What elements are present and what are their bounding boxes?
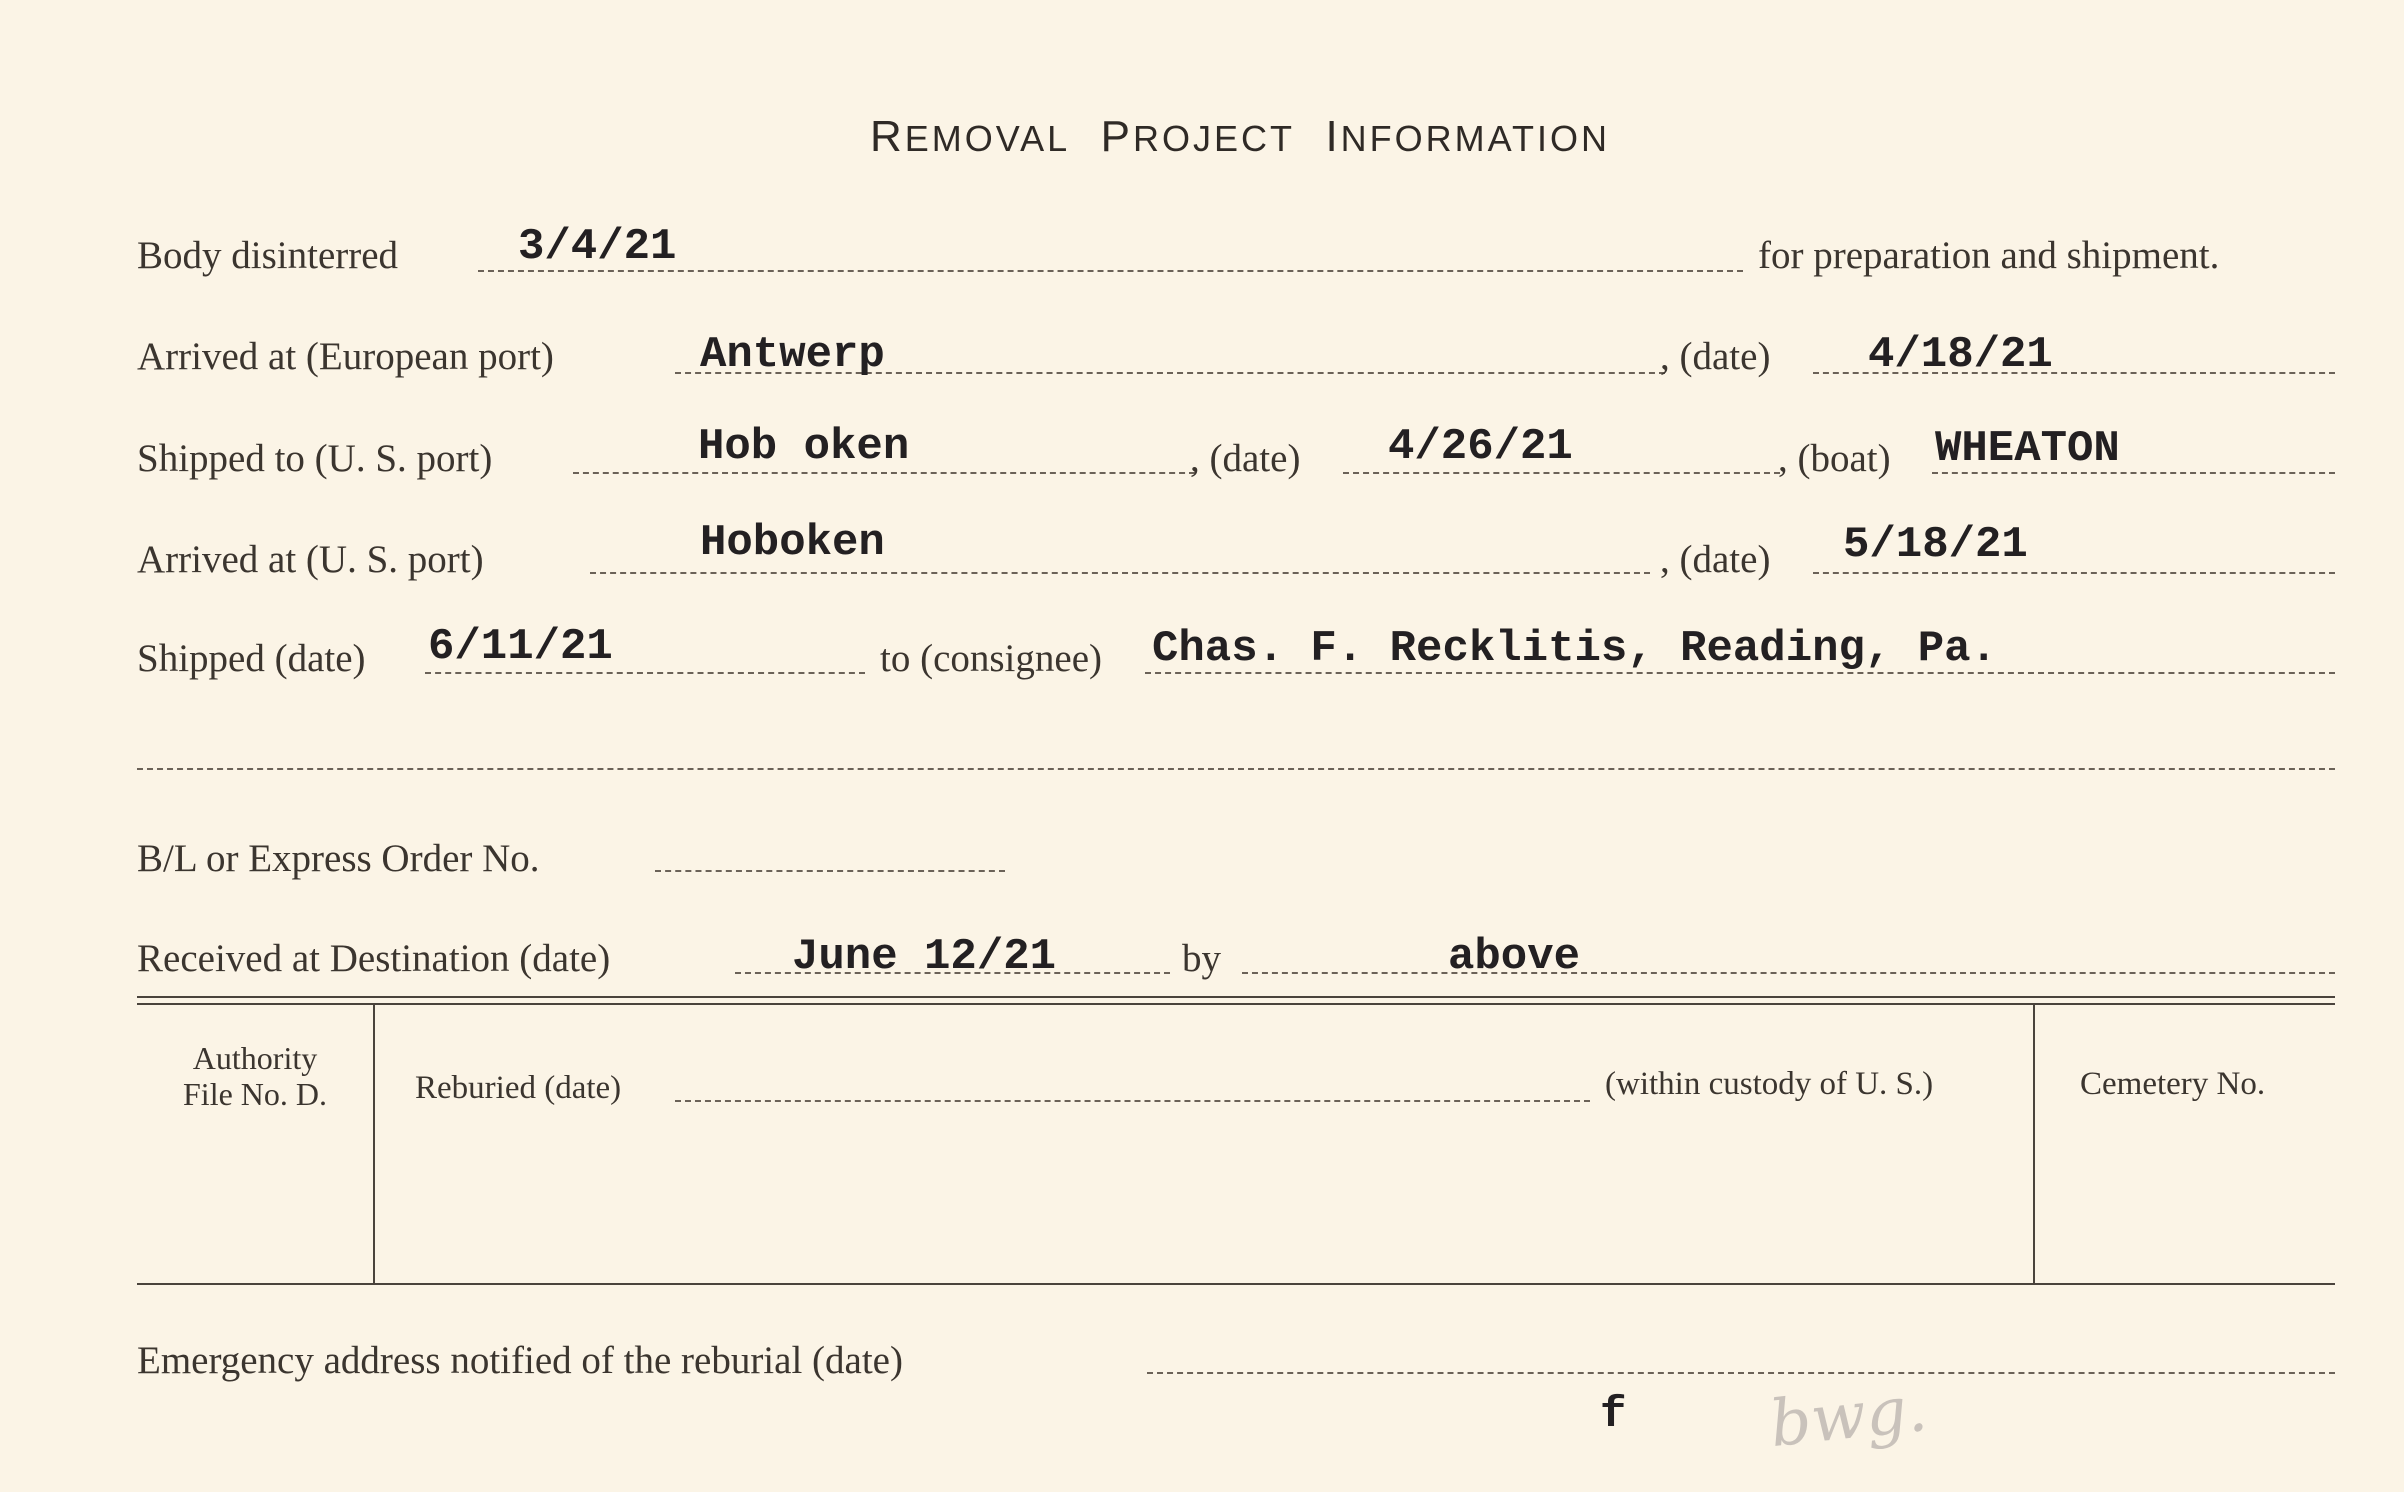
arrived-us-date-line [1813, 572, 2335, 574]
bl-line [655, 870, 1005, 872]
received-by-line [1242, 972, 2335, 974]
bl-label: B/L or Express Order No. [137, 837, 540, 880]
shipped-us-line [573, 472, 1195, 474]
emergency-label: Emergency address notified of the reburial (date) [137, 1339, 903, 1382]
shipped-date: 6/11/21 [428, 622, 613, 672]
shipped-us-date-line [1343, 472, 1780, 474]
disinterred-value: 3/4/21 [518, 222, 677, 272]
reburied-line [675, 1100, 1590, 1102]
arrived-us-label: Arrived at (U. S. port) [137, 538, 484, 581]
box-top-rule-2 [137, 1003, 2335, 1005]
arrived-us-line [590, 572, 1650, 574]
arrived-eu-date: 4/18/21 [1868, 330, 2053, 380]
reburied-label: Reburied (date) [415, 1070, 622, 1106]
box-bottom-rule [137, 1283, 2335, 1285]
consignee-label: to (consignee) [880, 637, 1103, 680]
blank-line [137, 768, 2335, 770]
emergency-line [1147, 1372, 2335, 1374]
consignee-value: Chas. F. Recklitis, Reading, Pa. [1152, 624, 1997, 674]
shipped-us-boat-label: , (boat) [1778, 437, 1891, 480]
arrived-eu-value: Antwerp [700, 330, 885, 380]
arrived-us-date-label: , (date) [1660, 538, 1771, 581]
received-label: Received at Destination (date) [137, 937, 611, 980]
disinterred-label: Body disinterred [137, 234, 399, 277]
arrived-us-value: Hoboken [700, 518, 885, 568]
received-date: June 12/21 [792, 932, 1057, 982]
shipped-date-line [425, 672, 865, 674]
box-divider-left [373, 1005, 375, 1283]
box-top-rule [137, 996, 2335, 998]
custody-label: (within custody of U. S.) [1605, 1066, 1934, 1102]
shipped-us-date: 4/26/21 [1388, 422, 1573, 472]
received-by: above [1448, 932, 1581, 982]
shipped-label: Shipped (date) [137, 637, 366, 680]
pencil-initials: bwg. [1766, 1371, 1931, 1463]
cemetery-label: Cemetery No. [2080, 1066, 2266, 1102]
arrived-eu-date-label: , (date) [1660, 335, 1771, 378]
received-by-label: by [1182, 937, 1221, 980]
footer-letter: f [1600, 1390, 1627, 1440]
shipped-us-value: Hob oken [698, 422, 910, 472]
shipped-us-label: Shipped to (U. S. port) [137, 437, 493, 480]
card-title: REMOVAL PROJECT INFORMATION [870, 112, 1610, 161]
disinterred-suffix: for preparation and shipment. [1758, 234, 2220, 277]
box-divider-right [2033, 1005, 2035, 1283]
arrived-eu-label: Arrived at (European port) [137, 335, 554, 378]
arrived-us-date: 5/18/21 [1843, 520, 2028, 570]
shipped-us-boat: WHEATON [1935, 424, 2120, 474]
authority-label: Authority File No. D. [183, 1040, 327, 1112]
shipped-us-date-label: , (date) [1190, 437, 1301, 480]
